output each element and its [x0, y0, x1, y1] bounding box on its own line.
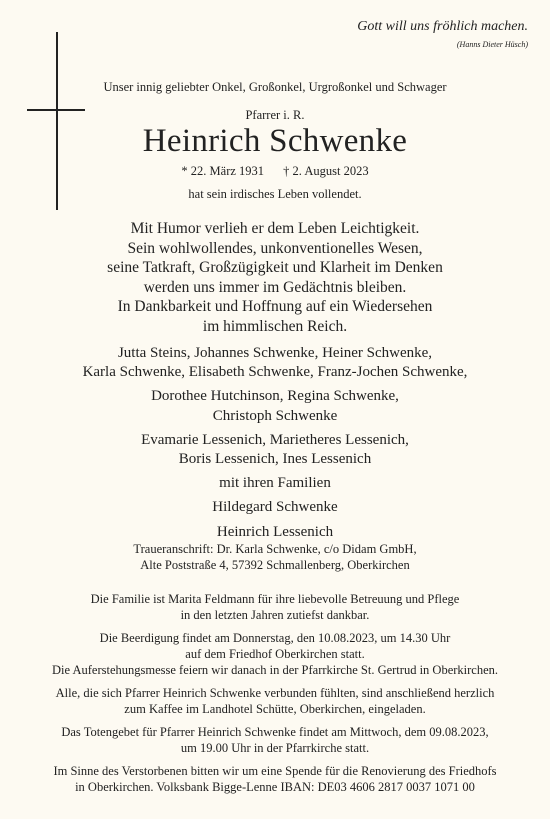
notice-line: Das Totengebet für Pfarrer Heinrich Schwenke findet am Mittwoch, dem 09.08.2023, [61, 725, 489, 739]
verse-line: seine Tatkraft, Großzügigkeit und Klarheit im Denken [107, 259, 443, 277]
notice-line: auf dem Friedhof Oberkirchen statt. [185, 647, 365, 661]
notice-line: Die Auferstehungsmesse feiern wir danach in der Pfarrkirche St. Gertrud in Oberkirchen. [51, 663, 499, 677]
ended-line: hat sein irdisches Leben vollendet. [188, 187, 362, 201]
verse-line: werden uns immer im Gedächtnis bleiben. [143, 278, 407, 296]
birth-date: * 22. März 1931 [181, 164, 265, 178]
life-dates [0, 163, 550, 179]
notice-line: Die Familie ist Marita Feldmann für ihre liebevolle Betreuung und Pflege [90, 592, 460, 606]
intro-line: Unser innig geliebter Onkel, Großonkel, Urgroßonkel und Schwager [103, 80, 447, 94]
notice-line: Alle, die sich Pfarrer Heinrich Schwenke verbunden fühlten, sind anschließend herzlich [55, 686, 495, 700]
family-line: Jutta Steins, Johannes Schwenke, Heiner Schwenke, [117, 345, 433, 361]
family-line: Evamarie Lessenich, Marietheres Lessenich, [141, 431, 409, 448]
address-line: Traueranschrift: Dr. Karla Schwenke, c/o Didam GmbH, [133, 542, 417, 556]
death-date: † 2. August 2023 [283, 164, 369, 178]
motto-author: (Hanns Dieter Hüsch) [456, 40, 528, 49]
family-line: Dorothee Hutchinson, Regina Schwenke, [151, 388, 399, 405]
family-line: Christoph Schwenke [212, 407, 338, 424]
family-group [0, 474, 550, 493]
notice-prayer [0, 724, 550, 756]
address-line: Alte Poststraße 4, 57392 Schmallenberg, Oberkirchen [140, 558, 410, 572]
family-group [0, 431, 550, 469]
family-line: Karla Schwenke, Elisabeth Schwenke, Franz-Jochen Schwenke, [82, 364, 468, 381]
notice-line: in den letzten Jahren zutiefst dankbar. [180, 608, 370, 622]
family-group [0, 523, 550, 542]
family-group [0, 387, 550, 425]
memorial-verse [0, 219, 550, 337]
verse-line: In Dankbarkeit und Hoffnung auf ein Wiedersehen [117, 298, 433, 316]
notice-funeral [0, 630, 550, 678]
notice-line: Die Beerdigung findet am Donnerstag, den 10.08.2023, um 14.30 Uhr [99, 631, 451, 645]
deceased-name: Heinrich Schwenke [142, 123, 408, 159]
notice-invitation [0, 685, 550, 717]
notice-donation [0, 763, 550, 795]
rank-title: Pfarrer i. R. [245, 108, 305, 122]
motto [357, 18, 528, 49]
family-group [0, 498, 550, 517]
notices [0, 591, 550, 802]
notice-line: um 19.00 Uhr in der Pfarrkirche statt. [180, 741, 370, 755]
family-line: mit ihren Familien [219, 475, 331, 492]
verse-line: Sein wohlwollendes, unkonventionelles Wesen, [127, 239, 423, 257]
family-line: Heinrich Lessenich [216, 523, 334, 540]
motto-text: Gott will uns fröhlich machen. [357, 19, 528, 34]
family-list [0, 344, 550, 547]
notice-care [0, 591, 550, 623]
family-group [0, 344, 550, 382]
family-line: Hildegard Schwenke [212, 499, 338, 516]
notice-line: in Oberkirchen. Volksbank Bigge-Lenne IBAN: DE03 4606 2817 0037 1071 00 [75, 780, 475, 794]
family-line: Boris Lessenich, Ines Lessenich [178, 451, 372, 468]
verse-line: Mit Humor verlieh er dem Leben Leichtigkeit. [130, 220, 420, 237]
verse-line: im himmlischen Reich. [202, 317, 348, 335]
notice-line: zum Kaffee im Landhotel Schütte, Oberkirchen, eingeladen. [124, 702, 426, 716]
notice-line: Im Sinne des Verstorbenen bitten wir um eine Spende für die Renovierung des Friedhofs [53, 764, 497, 778]
mourning-address [0, 541, 550, 573]
